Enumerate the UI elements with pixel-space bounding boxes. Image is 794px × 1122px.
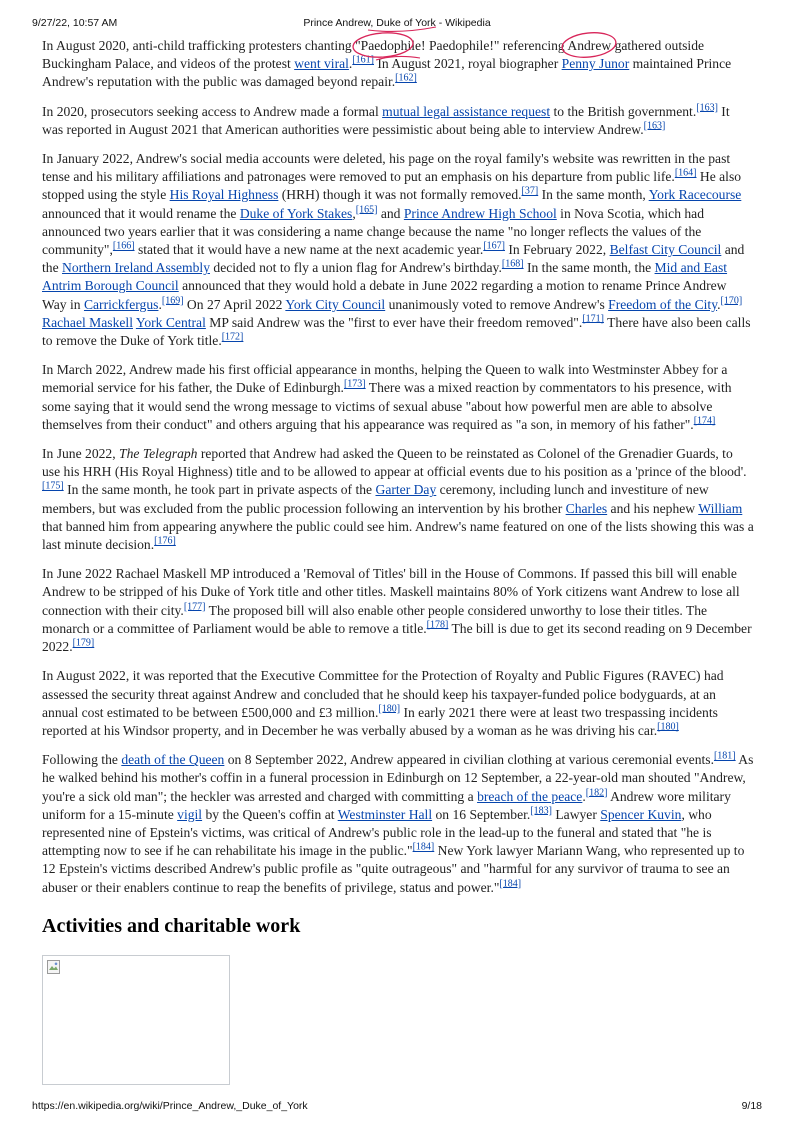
ref-168[interactable]: [168] [501,258,524,270]
ref-37[interactable]: [37] [521,185,539,197]
paragraph-march-2022: In March 2022, Andrew made his first official appearance in months, helping the Queen to walk into Westminster Abbey for a memorial service for his father, the Duke of Edinburgh.[173] There was a mixed reaction by commentators to his presence, with some saying that it would send the wrong message to victims of sexual abuse "about how powerful men are able to absolve themselves from their conduct" and others arguing that his appearance was required as "a son, in memory of his father".[174] [42,362,732,432]
link-belfast-city-council[interactable]: Belfast City Council [609,242,722,258]
link-breach-of-the-peace[interactable]: breach of the peace [477,788,583,804]
link-york-central[interactable]: York Central [135,314,206,330]
link-prince-andrew-high-school[interactable]: Prince Andrew High School [403,205,557,221]
link-his-royal-highness[interactable]: His Royal Highness [169,187,279,203]
link-northern-ireland-assembly[interactable]: Northern Ireland Assembly [62,260,210,276]
link-york-racecourse[interactable]: York Racecourse [648,187,742,203]
paragraph-death-of-queen: Following the death of the Queen on 8 September 2022, Andrew appeared in civilian clothing at various ceremonial events.[181] As he walked behind his mother's coffin in a funeral procession in Edinburgh on 12 September, a 22-year-old man shouted "Andrew, you're a sick old man"; the heckler was arrested and charged with committing a breach of the peace.[182] Andrew wore military uniform for a 15-minute vigil by the Queen's coffin at Westminster Hall on 16 September.[183] Lawyer Spencer Kuvin, who represented nine of Epstein's victims, was critical of Andrew's public role in the lead-up to the funeral and stated that "he is attempting now to see if he can rehabilitate his image in the public."[184] New York lawyer Mariann Wang, who represented up to 12 Epstein's victims described Andrew's public profile as "quite outrageous" and "harmful for any survivor of trauma to see an abuser or their enablers continue to reap the benefits of privilege, status and power."[184] [42,750,754,895]
link-freedom-of-the-city[interactable]: Freedom of the City [608,296,718,312]
ref-174[interactable]: [174] [693,415,716,427]
ref-162[interactable]: [162] [395,72,417,84]
ref-181[interactable]: [181] [713,750,736,762]
link-garter-day[interactable]: Garter Day [375,482,437,498]
paragraph-june-2022-telegraph: In June 2022, The Telegraph reported that Andrew had asked the Queen to be reinstated as Colonel of the Grenadier Guards, to use his HRH (His Royal Highness) title and to be allowed to appear at official events due to his position as a 'prince of the blood'.[175] In the same month, he took part in private aspects of the Garter Day ceremony, including lunch and investiture of new members, but was excluded from the public procession following an intervention by his brother Charles and his nephew William that banned him from appearing anywhere the public could see him. Andrew's name featured on one of the lists showing this was a last minute decision.[176] [42,446,754,553]
publication-name: The Telegraph [119,446,198,462]
link-penny-junor[interactable]: Penny Junor [561,56,630,72]
print-datetime: 9/27/22, 10:57 AM [32,17,118,29]
ref-179[interactable]: [179] [72,637,95,649]
ref-167[interactable]: [167] [483,240,505,252]
ref-182[interactable]: [182] [585,786,608,798]
link-duke-of-york-stakes[interactable]: Duke of York Stakes [239,205,353,221]
ref-180a[interactable]: [180] [378,703,401,715]
paragraph-january-2022: In January 2022, Andrew's social media accounts were deleted, his page on the royal family's website was rewritten in the past tense and his military affiliations and patronages were removed to put an emphasis on his departure from public life.[164] He also stopped using the style His Royal Highness (HRH) though it was not formally removed.[37] In the same month, York Racecourse announced that it would rename the Duke of York Stakes,[165] and Prince Andrew High School in Nova Scotia, which had announced two years earlier that it was considering a name change because the name "no longer reflects the values of the community",[166] stated that it would have a new name at the next academic year.[167] In February 2022, Belfast City Council and the Northern Ireland Assembly decided not to fly a union flag for Andrew's birthday.[168] In the same month, the Mid and East Antrim Borough Council announced that they would hold a debate in June 2022 regarding a motion to rename Prince Andrew Way in Carrickfergus.[169] On 27 April 2022 York City Council unanimously voted to remove Andrew's Freedom of the City.[170] Rachael Maskell York Central MP said Andrew was the "first to ever have their freedom removed".[171] There have also been calls to remove the Duke of York title.[172] [42,151,751,349]
link-william[interactable]: William [698,500,743,516]
link-spencer-kuvin[interactable]: Spencer Kuvin [600,806,682,822]
paragraph-protests: In August 2020, anti-child trafficking protesters chanting "Paedophile! Paedophile!" referencing Andrew gathered outside Buckingham Palace, and videos of the protest went viral.[161] In August 2021, royal biographer Penny Junor maintained Prince Andrew's reputation with the public was damaged beyond repair.[162] [42,38,732,90]
paragraph-ravec: In August 2022, it was reported that the Executive Committee for the Protection of Royalty and Public Figures (RAVEC) had assessed the security threat against Andrew and concluded that he should keep his taxpayer-funded police bodyguards, at an annual cost estimated to be between £500,000 and £3 million.[180] In early 2021 there were at least two trespassing incidents reported at his Windsor property, and in December he was verbally abused by a woman as he was driving his car.[180] [42,668,724,738]
ref-171[interactable]: [171] [582,313,604,325]
ref-163a[interactable]: [163] [696,102,718,114]
link-carrickfergus[interactable]: Carrickfergus [83,296,159,312]
ref-176[interactable]: [176] [154,535,176,547]
print-page-title: Prince Andrew, Duke of York - Wikipedia [303,17,491,29]
link-charles[interactable]: Charles [565,500,608,516]
ref-165[interactable]: [165] [355,204,378,216]
ref-169[interactable]: [169] [161,295,184,307]
link-vigil[interactable]: vigil [177,806,203,822]
broken-image-icon [47,960,60,974]
link-death-of-the-queen[interactable]: death of the Queen [121,752,225,768]
ref-173[interactable]: [173] [343,378,366,390]
print-footer [32,1100,762,1112]
ref-163b[interactable]: [163] [643,120,666,132]
ref-175[interactable]: [175] [42,480,64,492]
print-url: https://en.wikipedia.org/wiki/Prince_Andrew,_Duke_of_York [32,1100,308,1112]
article-body [42,37,754,1085]
ref-184b[interactable]: [184] [499,878,522,889]
ref-164[interactable]: [164] [674,167,697,179]
ref-180b[interactable]: [180] [657,721,679,733]
print-page-number: 9/18 [741,1100,762,1112]
link-mutual-legal-assistance[interactable]: mutual legal assistance request [382,103,551,119]
link-westminster-hall[interactable]: Westminster Hall [337,806,433,822]
link-went-viral[interactable]: went viral [294,56,349,72]
section-heading: Activities and charitable work [42,914,301,937]
paragraph-prosecutors: In 2020, prosecutors seeking access to Andrew made a formal mutual legal assistance request to the British government.[163] It was reported in August 2021 that American authorities were pessimistic about being able to interview Andrew.[163] [42,102,730,137]
link-mid-east-antrim[interactable]: Mid and East Antrim Borough Council [42,260,728,294]
ref-161[interactable]: [161] [352,54,374,66]
ref-172[interactable]: [172] [221,331,244,343]
ref-184a[interactable]: [184] [412,841,435,853]
image-placeholder[interactable] [42,955,230,1085]
link-rachael-maskell[interactable]: Rachael Maskell [42,314,133,330]
link-york-city-council[interactable]: York City Council [285,296,386,312]
ref-177[interactable]: [177] [183,601,206,613]
ref-170[interactable]: [170] [720,295,743,307]
ref-166[interactable]: [166] [112,240,135,252]
ref-178[interactable]: [178] [426,619,449,631]
ref-183[interactable]: [183] [530,805,552,817]
paragraph-removal-of-titles: In June 2022 Rachael Maskell MP introduced a 'Removal of Titles' bill in the House of Commons. If passed this bill will enable Andrew to be stripped of his Duke of York title and other titles. Maskell maintains 80% of York citizens want Andrew to lose all connection with their city.[177] The proposed bill will also enable other people considered unworthy to lose their titles. The monarch or a committee of Parliament would be able to remove a title.[178] The bill is due to get its second reading on 9 December 2022.[179] [42,566,752,655]
